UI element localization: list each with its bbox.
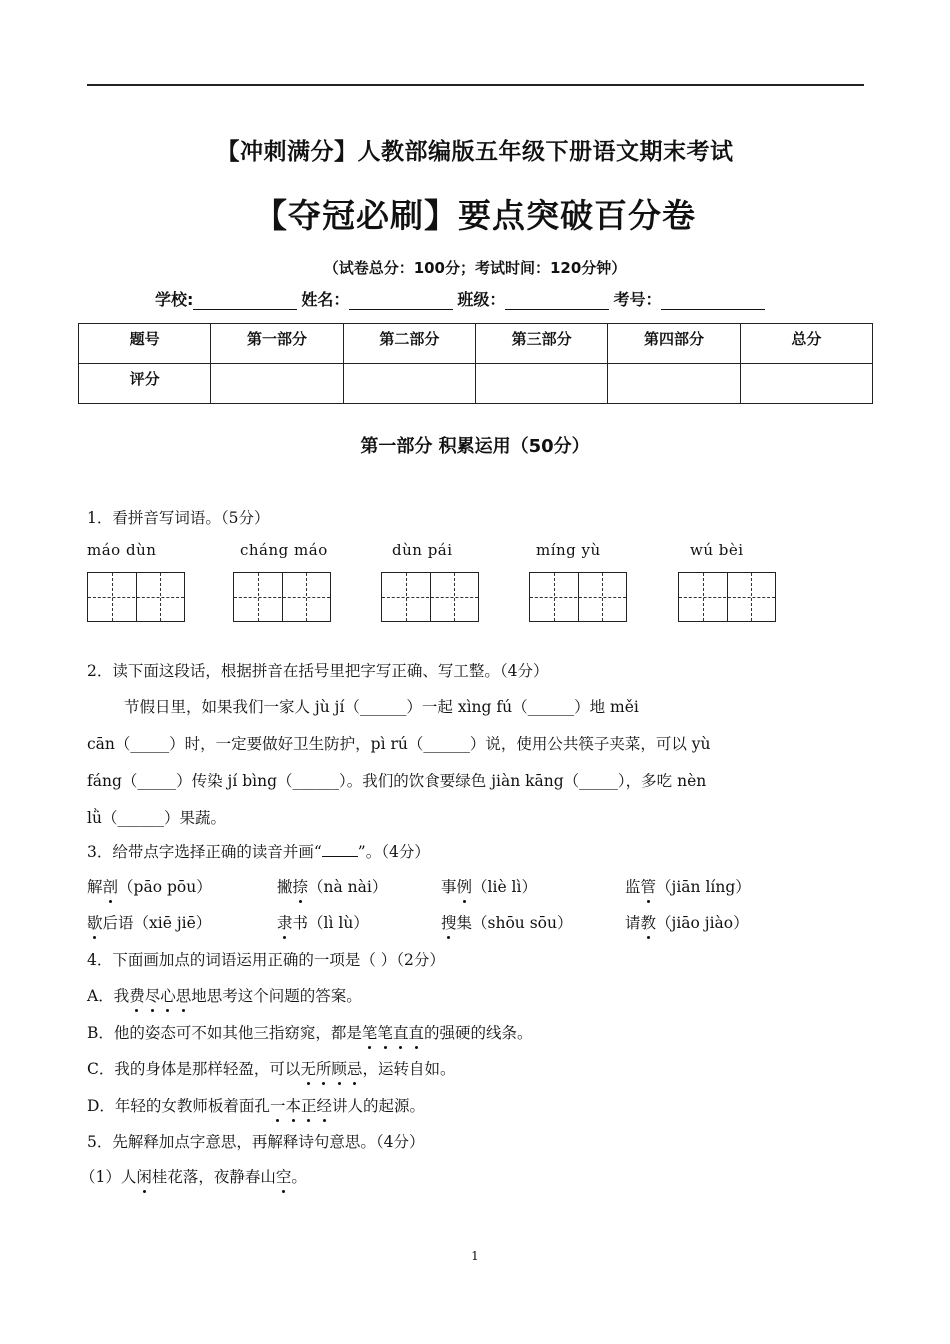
pinyin-label: cháng máo [240,541,328,559]
number-label: 考号： [613,290,662,309]
score-header-cell: 第一部分 [211,324,343,364]
writing-grid[interactable] [381,572,479,622]
student-info-row [155,287,769,310]
q3-item[interactable]: 监管（jiān líng） [625,875,751,897]
question-1: 1．看拼音写词语。（5分） [87,509,270,527]
score-header-cell: 总分 [740,324,872,364]
q4-option-b[interactable]: B．他的姿态可不如其他三指窈窕，都是笔笔直直的强硬的线条。 [87,1021,532,1043]
q4-option-a[interactable]: A．我费尽心思地思考这个问题的答案。 [87,984,362,1006]
score-cell[interactable] [475,364,607,404]
exam-meta: （试卷总分：100分；考试时间：120分钟） [323,259,627,277]
score-header-cell: 第三部分 [475,324,607,364]
q4-option-c[interactable]: C．我的身体是那样轻盈，可以无所顾忌，运转自如。 [87,1057,455,1079]
q3-item[interactable]: 解剖（pāo pōu） [87,875,212,897]
question-2: 2．读下面这段话，根据拼音在括号里把字写正确、写工整。（4分） [87,662,549,680]
score-cell[interactable] [608,364,740,404]
q5-subquestion-1: （1）人闲桂花落，夜静春山空。 [80,1165,307,1187]
underline-sample [322,842,358,857]
dotted-char: 例 [457,875,473,897]
class-blank[interactable] [505,291,609,310]
q2-paragraph-line: fáng（_____）传染 jí bìng（______）。我们的饮食要绿色 jiàn kāng（_____），多吃 nèn [87,772,707,790]
q3-item[interactable]: 歇后语（xiē jiē） [87,911,211,933]
q3-item[interactable]: 事例（liè lì） [441,875,537,897]
school-label: 学校: [155,290,194,309]
number-blank[interactable] [661,291,765,310]
dotted-char: 搜 [441,911,457,933]
q3-text-tail: ”。（4分） [357,843,430,861]
pinyin-label: máo dùn [87,541,157,559]
top-rule [87,84,864,86]
score-header-cell: 第四部分 [608,324,740,364]
class-label: 班级： [457,290,506,309]
score-header-cell: 第二部分 [343,324,475,364]
dotted-char: 管 [641,875,657,897]
dotted-char: 歇 [87,911,103,933]
score-cell[interactable] [740,364,872,404]
score-row-label: 评分 [79,364,211,404]
writing-grid[interactable] [529,572,627,622]
q3-item[interactable]: 请教（jiāo jiào） [625,911,749,933]
score-cell[interactable] [343,364,475,404]
q3-item[interactable]: 隶书（lì lù） [277,911,369,933]
page-number: 1 [471,1249,479,1263]
q4-option-d[interactable]: D．年轻的女教师板着面孔一本正经讲人的起源。 [87,1094,425,1116]
question-5: 5．先解释加点字意思，再解释诗句意思。（4分） [87,1133,425,1151]
section-title: 第一部分 积累运用（50分） [360,436,590,457]
name-label: 姓名： [301,290,350,309]
score-cell[interactable] [211,364,343,404]
pinyin-label: míng yù [536,541,601,559]
score-table [78,323,873,404]
q3-item[interactable]: 搜集（shōu sōu） [441,911,572,933]
question-4: 4．下面画加点的词语运用正确的一项是（ ）（2分） [87,951,445,969]
pinyin-label: wú bèi [690,541,744,559]
writing-grid[interactable] [678,572,776,622]
q2-paragraph-line: cān（_____）时，一定要做好卫生防护，pì rú（______）说，使用公共筷子夹菜，可以 yù [87,735,711,753]
writing-grid[interactable] [87,572,185,622]
dotted-char: 教 [641,911,657,933]
q3-text: 3．给带点字选择正确的读音并画“ [87,843,322,861]
writing-grid[interactable] [233,572,331,622]
q3-item[interactable]: 撇捺（nà nài） [277,875,387,897]
dotted-char: 隶 [277,911,293,933]
q2-paragraph-line: lǜ（______）果蔬。 [87,809,226,827]
question-3 [87,840,430,862]
exam-subtitle: 【夺冠必刷】要点突破百分卷 [254,196,696,235]
name-blank[interactable] [349,291,453,310]
q2-paragraph-line: 节假日里，如果我们一家人 jù jí（______）一起 xìng fú（______）地 měi [124,698,639,716]
pinyin-label: dùn pái [392,541,453,559]
exam-title: 【冲刺满分】人教部编版五年级下册语文期末考试 [216,139,734,165]
dotted-char: 剖 [103,875,119,897]
school-blank[interactable] [193,291,297,310]
score-header-cell: 题号 [79,324,211,364]
dotted-char: 捺 [293,875,309,897]
